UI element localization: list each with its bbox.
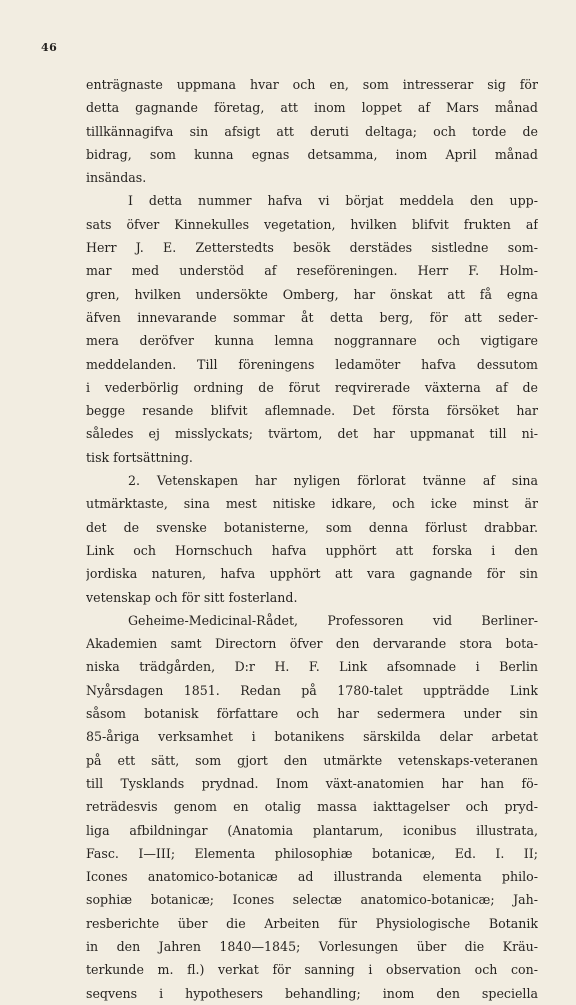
text-line: således ej misslyckats; tvärtom, det har uppmanat till ni- — [86, 426, 538, 442]
text-line: Akademien samt Directorn öfver den dervarande stora bota- — [86, 636, 538, 652]
text-line: resberichte über die Arbeiten für Physiologische Botanik — [86, 915, 538, 931]
text-line: Herr J. E. Zetterstedts besök derstädes sistledne som- — [86, 240, 538, 256]
text-line: det de svenske botanisterne, som denna förlust drabbar. — [86, 519, 538, 535]
text-line: till Tysklands prydnad. Inom växt-anatomien har han fö- — [86, 775, 538, 791]
text-line: insändas. — [86, 170, 147, 186]
text-line: i vederbörlig ordning de förut reqvirerade växterna af de — [86, 379, 538, 395]
text-line: Nyårsdagen 1851. Redan på 1780-talet uppträdde Link — [86, 682, 538, 698]
text-line: I detta nummer hafva vi börjat meddela den upp- — [128, 193, 538, 209]
text-line: in den Jahren 1840—1845; Vorlesungen über die Kräu- — [86, 938, 538, 954]
text-line: på ett sätt, som gjort den utmärkte vetenskaps-veteranen — [86, 752, 538, 768]
text-line: tillkännagifva sin afsigt att deruti deltaga; och torde de — [86, 123, 538, 139]
text-line: tisk fortsättning. — [86, 449, 193, 465]
text-line: 2. Vetenskapen har nyligen förlorat tvänne af sina — [128, 473, 538, 489]
text-line: Fasc. I—III; Elementa philosophiæ botanicæ, Ed. I. II; — [86, 845, 538, 861]
text-line: Icones anatomico-botanicæ ad illustranda elementa philo- — [86, 869, 538, 885]
text-line: meddelanden. Till föreningens ledamöter hafva dessutom — [86, 356, 538, 372]
body-text — [86, 73, 538, 1005]
page-number: 46 — [41, 41, 58, 54]
text-line: gren, hvilken undersökte Omberg, har önskat att få egna — [86, 286, 538, 302]
text-line: sophiæ botanicæ; Icones selectæ anatomico-botanicæ; Jah- — [86, 892, 538, 908]
text-line: begge resande blifvit aflemnade. Det första försöket har — [86, 403, 538, 419]
text-line: terkunde m. fl.) verkat för sanning i observation och con- — [86, 962, 538, 978]
text-line: såsom botanisk författare och har sedermera under sin — [86, 706, 538, 722]
text-line: jordiska naturen, hafva upphört att vara gagnande för sin — [86, 566, 538, 582]
text-line: sats öfver Kinnekulles vegetation, hvilken blifvit frukten af — [86, 216, 538, 232]
text-line: Link och Hornschuch hafva upphört att forska i den — [86, 542, 538, 558]
text-line: bidrag, som kunna egnas detsamma, inom April månad — [86, 146, 538, 162]
text-line: utmärktaste, sina mest nitiske idkare, och icke minst är — [86, 496, 538, 512]
text-line: detta gagnande företag, att inom loppet af Mars månad — [86, 100, 538, 116]
text-line: mera deröfver kunna lemna noggrannare och vigtigare — [86, 333, 538, 349]
text-line: reträdesvis genom en otalig massa iakttagelser och pryd- — [86, 799, 538, 815]
text-line: 85-åriga verksamhet i botanikens särskilda delar arbetat — [86, 729, 538, 745]
text-line: vetenskap och för sitt fosterland. — [86, 589, 298, 605]
text-line: enträgnaste uppmana hvar och en, som intresserar sig för — [86, 77, 538, 92]
text-line: niska trädgården, D:r H. F. Link afsomnade i Berlin — [86, 659, 538, 675]
text-line: Geheime-Medicinal-Rådet, Professoren vid Berliner- — [128, 612, 538, 628]
text-line: äfven innevarande sommar åt detta berg, för att seder- — [86, 309, 538, 325]
text-line: liga afbildningar (Anatomia plantarum, iconibus illustrata, — [86, 822, 538, 838]
text-line: seqvens i hypothesers behandling; inom den speciella — [86, 985, 538, 1001]
text-line: mar med understöd af reseföreningen. Herr F. Holm- — [86, 263, 538, 279]
